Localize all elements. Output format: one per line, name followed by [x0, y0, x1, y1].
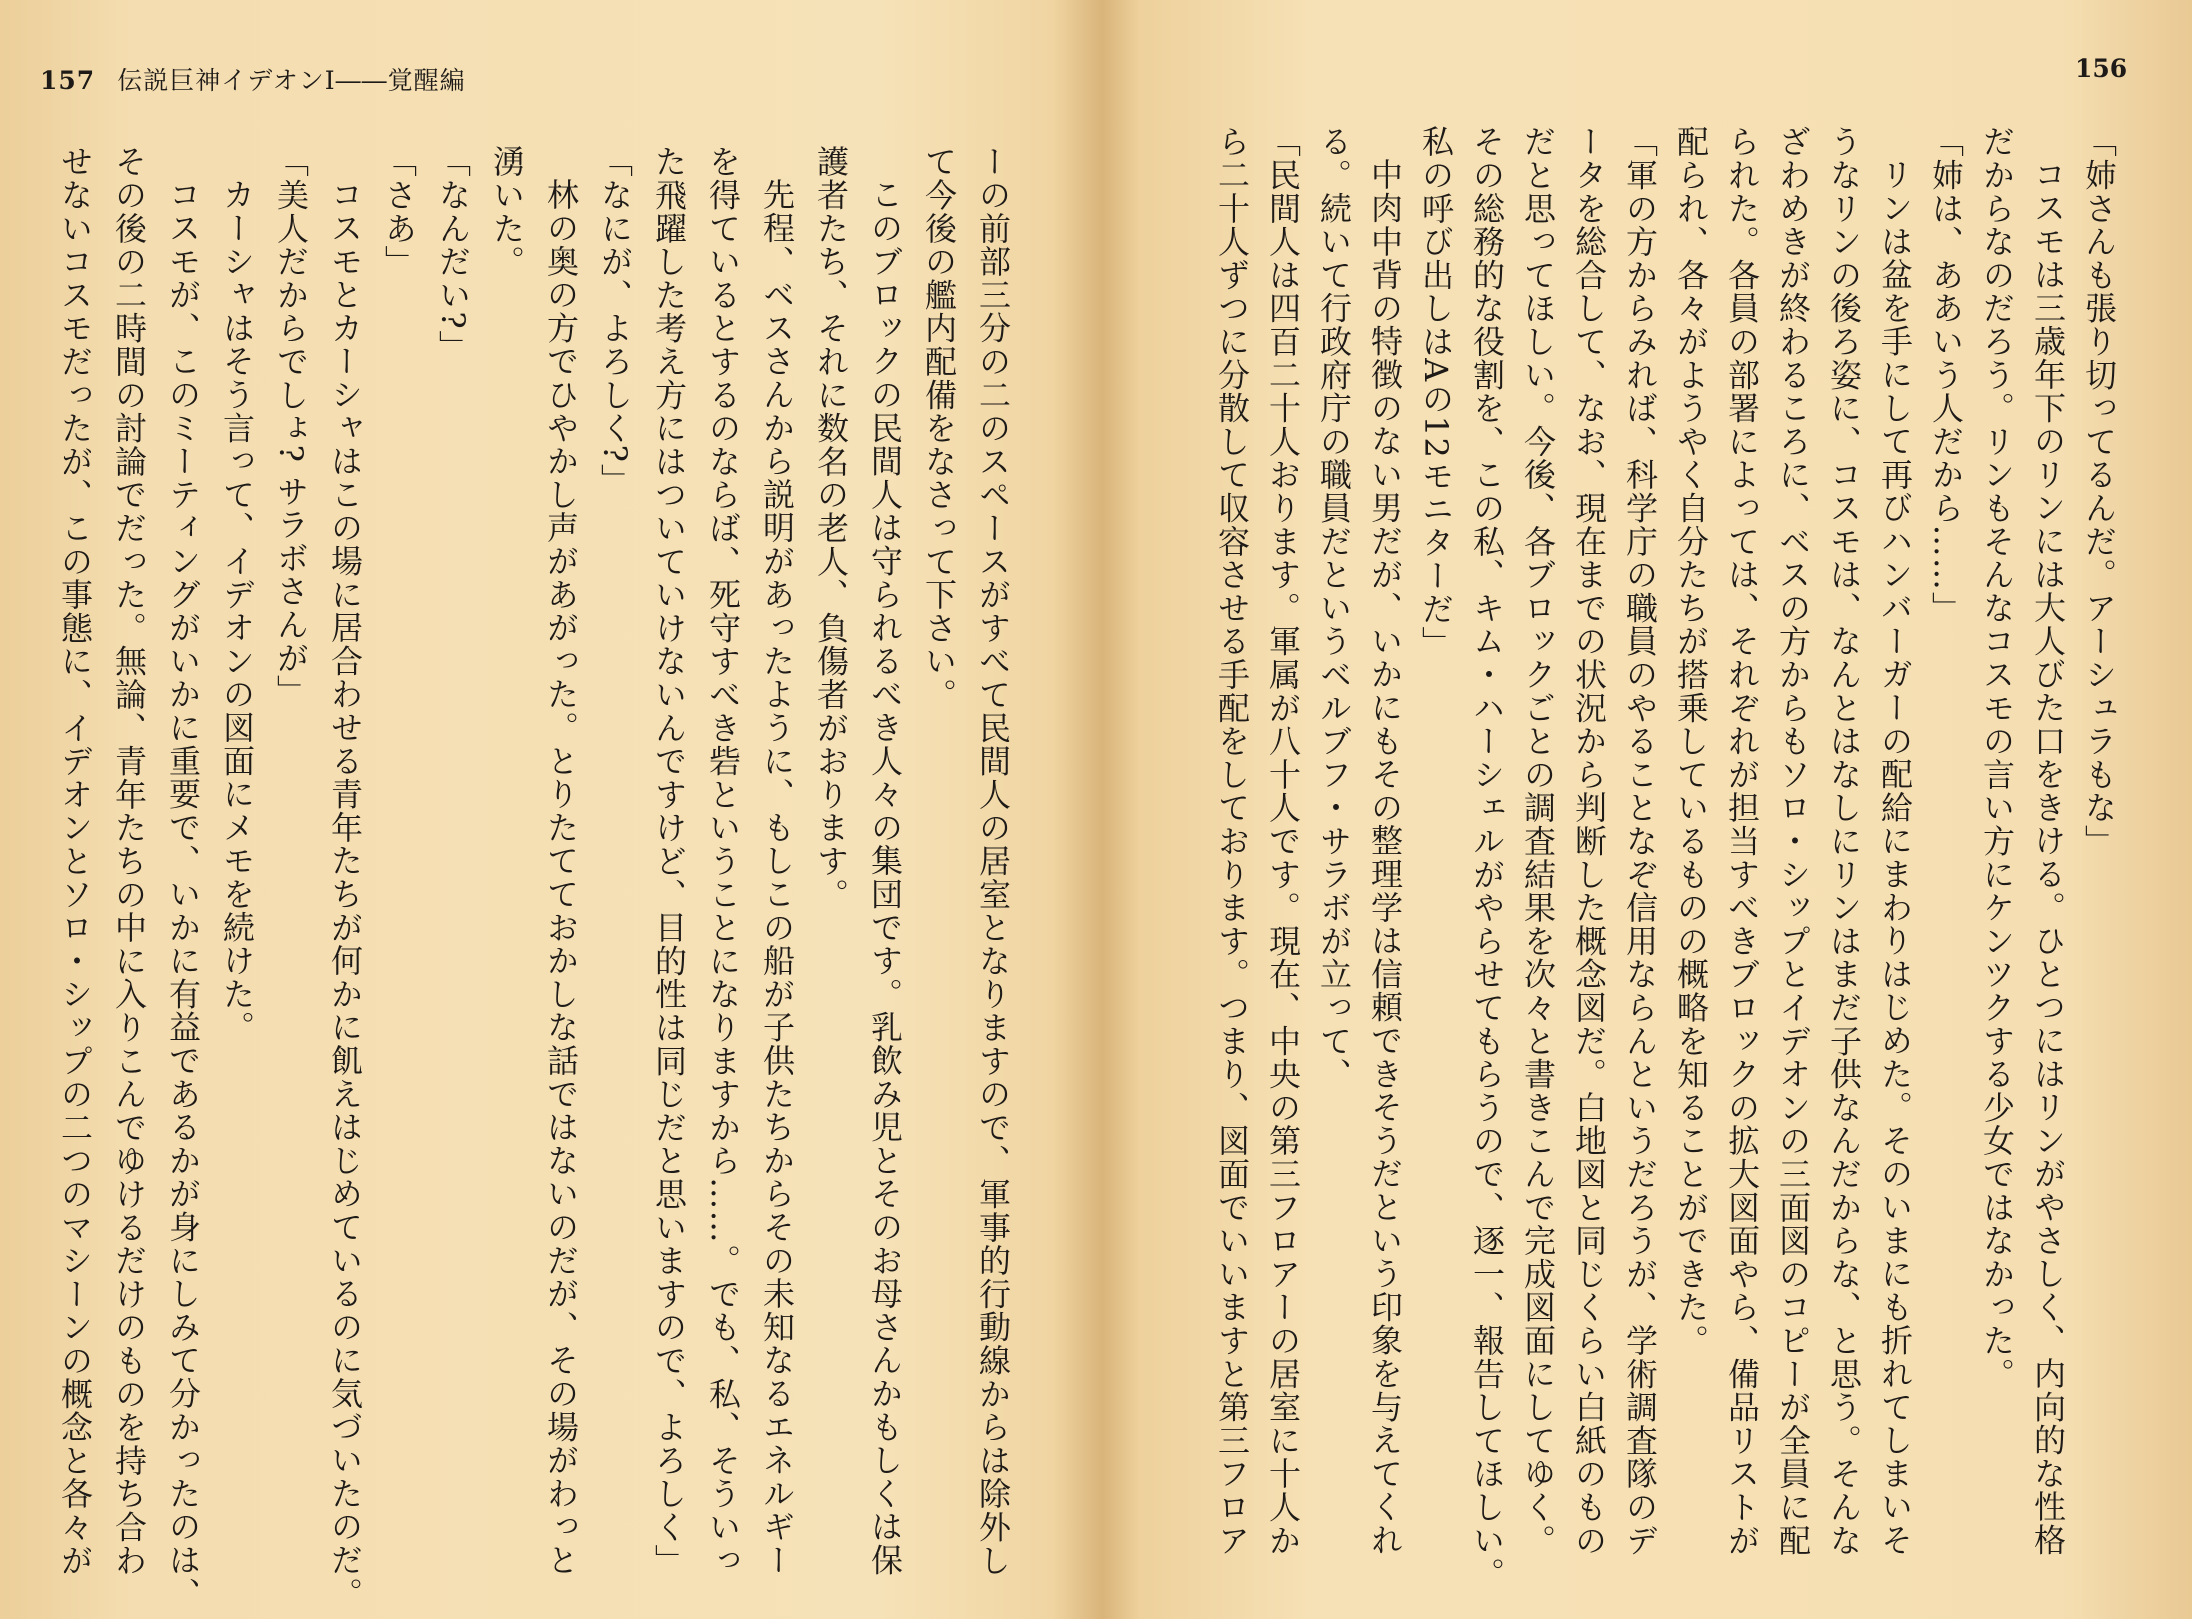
right-page	[1100, 0, 2192, 1619]
text-column: ざわめきが終わるころに、ベスの方からもソロ・シップとイデオンの三面図のコピーが全員に配	[1774, 125, 1812, 1557]
text-column: このブロックの民間人は守られるべき人々の集団です。乳飲み児とそのお母さんかもしくは保	[866, 178, 904, 1577]
text-column: 林の奥の方でひやかし声があがった。とりたてておかしな話ではないのだが、その場がわっと	[542, 178, 580, 1577]
running-head-title: 伝説巨神イデオンⅠ――覚醒編	[117, 66, 466, 95]
text-column: コスモは三歳年下のリンには大人びた口をきける。ひとつにはリンがやさしく、内向的な性格	[2029, 158, 2067, 1557]
text-column: ータを総合して、なお、現在までの状況から判断した概念図だ。白地図と同じくらい白紙のもの	[1570, 125, 1608, 1557]
text-column: 「姉は、ああいう人だから……」	[1927, 125, 1965, 625]
text-column: 先程、ベスさんから説明があったように、もしこの船が子供たちからその未知なるエネルギー	[758, 178, 796, 1577]
text-column: 「なにが、よろしく?」	[596, 145, 634, 497]
text-column: リンは盆を手にして再びハンバーガーの配給にまわりはじめた。そのいまにも折れてしまいそ	[1876, 158, 1914, 1557]
text-column: 「美人だからでしょ? サラボさんが」	[272, 145, 310, 708]
body-text	[1206, 125, 2124, 1605]
text-column: うなリンの後ろ姿に、コスモは、なんとはなしにリンはまだ子供なんだからな、と思う。そんな	[1825, 125, 1863, 1557]
text-column: ーの前部三分の二のスペースがすべて民間人の居室となりますので、軍事的行動線からは除外し	[974, 145, 1012, 1577]
text-column: 「姉さんも張り切ってるんだ。アーシュラもな」	[2080, 125, 2118, 858]
text-column: だからなのだろう。リンもそんなコスモの言い方にケンツクする少女ではなかった。	[1978, 125, 2016, 1391]
text-column: 護者たち、それに数名の老人、負傷者がおります。	[812, 145, 850, 911]
text-column: を得ているとするのならば、死守すべき砦ということになりますから……。でも、私、そういっ	[704, 145, 742, 1577]
text-column: 「民間人は四百二十人おります。軍属が八十人です。現在、中央の第三フロアーの居室に十人か	[1264, 125, 1302, 1557]
page-number: 157	[40, 66, 96, 95]
text-column: 「さあ」	[380, 145, 418, 279]
text-column: られた。各員の部署によっては、それぞれが担当すべきブロックの拡大図面やら、備品リストが	[1723, 125, 1761, 1557]
text-column: その後の二時間の討論でだった。無論、青年たちの中に入りこんでゆけるだけのものを持ち合わ	[110, 145, 148, 1577]
text-column: た飛躍した考え方にはついていけないんですけど、目的性は同じだと思いますので、よろしく」	[650, 145, 688, 1577]
text-column: コスモが、このミーティングがいかに重要で、いかに有益であるかが身にしみて分かったのは、	[164, 178, 202, 1610]
page-number: 156	[2075, 54, 2128, 83]
text-column: 私の呼び出しはAの12モニターだ」	[1417, 125, 1455, 659]
text-column: 湧いた。	[488, 145, 526, 279]
text-column: カーシャはそう言って、イデオンの図面にメモを続けた。	[218, 178, 256, 1044]
text-column: コスモとカーシャはこの場に居合わせる青年たちが何かに飢えはじめているのに気づいたのだ。	[326, 178, 364, 1610]
text-column: せないコスモだったが、この事態に、イデオンとソロ・シップの二つのマシーンの概念と各々が	[56, 145, 94, 1577]
running-header	[40, 66, 466, 96]
text-column: て今後の艦内配備をなさって下さい。	[920, 145, 958, 712]
body-text	[48, 145, 1020, 1610]
text-column: 「なんだい?」	[434, 145, 472, 364]
text-column: 配られ、各々がようやく自分たちが搭乗しているものの概略を知ることができた。	[1672, 125, 1710, 1358]
text-column: る。続いて行政府庁の職員だというベルブフ・サラボが立って、	[1315, 125, 1353, 1091]
text-column: 中肉中背の特徴のない男だが、いかにもその整理学は信頼できそうだという印象を与えてくれ	[1366, 158, 1404, 1557]
text-column: その総務的な役割を、この私、キム・ハーシェルがやらせてもらうので、逐一、報告してほしい。	[1468, 125, 1506, 1591]
text-column: 「軍の方からみれば、科学庁の職員のやることなぞ信用ならんというだろうが、学術調査隊のデ	[1621, 125, 1659, 1557]
text-column: ら二十人ずつに分散して収容させる手配をしております。つまり、図面でいいますと第三フロア	[1213, 125, 1251, 1557]
text-column: だと思ってほしい。今後、各ブロックごとの調査結果を次々と書きこんで完成図面にしてゆく。	[1519, 125, 1557, 1557]
